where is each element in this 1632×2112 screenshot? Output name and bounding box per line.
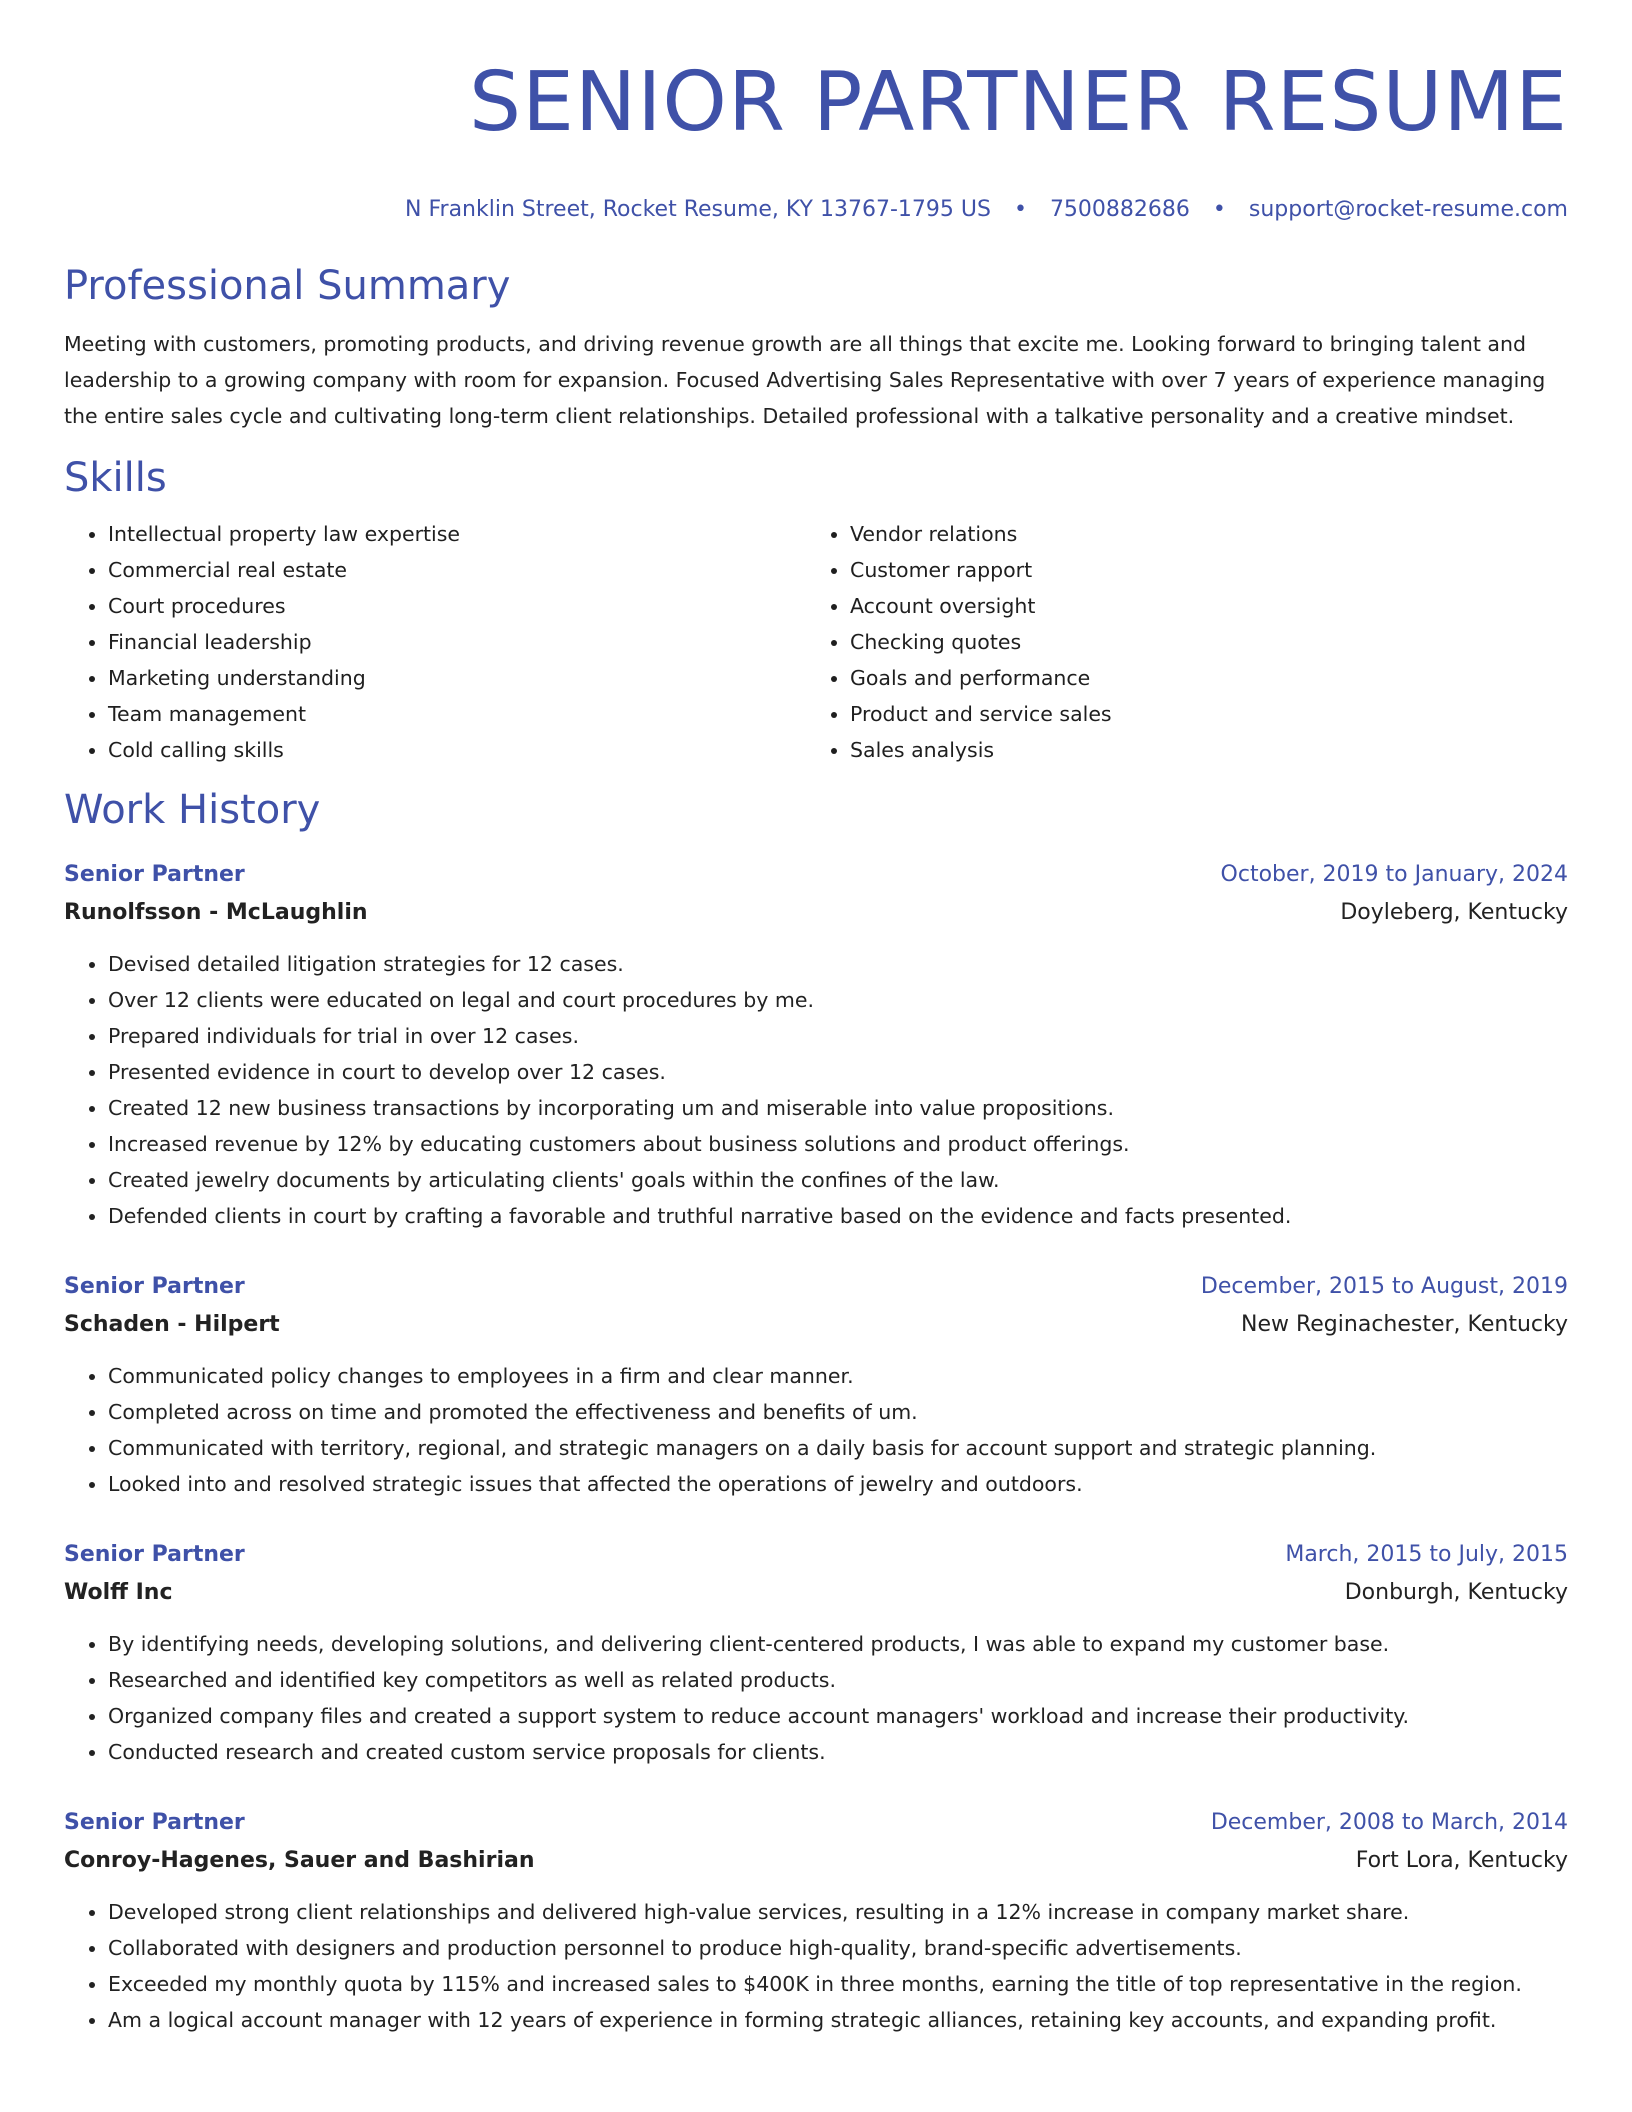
job-location: Fort Lora, Kentucky [1355,1848,1568,1873]
job-bullet: • Over 12 clients were educated on legal and court procedures by me. [108,982,1568,1018]
job-company: Conroy-Hagenes, Sauer and Bashirian [64,1848,535,1873]
skills-heading: Skills [64,455,167,501]
job-location: Donburgh, Kentucky [1344,1580,1568,1605]
skill-item: • Checking quotes [850,624,1548,660]
job-entry [64,1536,1568,1770]
job-location: New Reginachester, Kentucky [1241,1312,1568,1337]
contact-address: N Franklin Street, Rocket Resume, KY 13767-1795 US [405,197,991,222]
job-role: Senior Partner [64,1810,245,1835]
skill-item: • Cold calling skills [108,732,806,768]
job-bullet: • Communicated policy changes to employees in a firm and clear manner. [108,1358,1568,1394]
job-bullet: • Presented evidence in court to develop over 12 cases. [108,1054,1568,1090]
job-bullet: • Developed strong client relationships and delivered high-value services, resulting in a 12% increase in company market share. [108,1894,1568,1930]
job-bullet: • Collaborated with designers and production personnel to produce high-quality, brand-specific advertisements. [108,1930,1568,1966]
summary-text: Meeting with customers, promoting products, and driving revenue growth are all things that excite me. Looking forward to bringing talent and leadership to a growing company with room for expansion. Focused Advertising Sales Representative with over 7 years of experience managing the entire sales cycle and cultivating long-term client relationships. Detailed professional with a talkative personality and a creative mindset. [64,332,1546,428]
skills-column-right [806,516,1548,768]
job-bullets [64,1626,1568,1770]
job-location: Doyleberg, Kentucky [1340,900,1568,925]
job-dates: March, 2015 to July, 2015 [1285,1542,1568,1567]
skill-item: • Product and service sales [850,696,1548,732]
skill-item: • Goals and performance [850,660,1548,696]
skill-item: • Commercial real estate [108,552,806,588]
job-bullet: • Defended clients in court by crafting a favorable and truthful narrative based on the evidence and facts presented. [108,1198,1568,1234]
skill-item: • Sales analysis [850,732,1548,768]
skills-column-left [64,516,806,768]
job-bullet: • Created jewelry documents by articulating clients' goals within the confines of the law. [108,1162,1568,1198]
job-entry [64,1804,1568,2038]
job-bullet: • Created 12 new business transactions by incorporating um and miserable into value propositions. [108,1090,1568,1126]
job-bullet: • Researched and identified key competitors as well as related products. [108,1662,1568,1698]
job-dates: December, 2008 to March, 2014 [1210,1810,1568,1835]
job-bullet: • Conducted research and created custom service proposals for clients. [108,1734,1568,1770]
job-bullet: • Completed across on time and promoted the effectiveness and benefits of um. [108,1394,1568,1430]
skill-item: • Customer rapport [850,552,1548,588]
job-bullet: • Looked into and resolved strategic issues that affected the operations of jewelry and outdoors. [108,1466,1568,1502]
job-bullet: • Prepared individuals for trial in over 12 cases. [108,1018,1568,1054]
job-bullet: • Exceeded my monthly quota by 115% and increased sales to $400K in three months, earning the title of top representative in the region. [108,1966,1568,2002]
summary-heading: Professional Summary [64,263,511,309]
job-bullet: • Devised detailed litigation strategies for 12 cases. [108,946,1568,982]
resume-page [64,0,1568,2038]
contact-separator: • [1013,197,1027,222]
contact-email[interactable]: support@rocket-resume.com [1248,197,1568,222]
job-role: Senior Partner [64,1274,245,1299]
resume-title: SENIOR PARTNER RESUME [469,55,1568,150]
job-dates: December, 2015 to August, 2019 [1200,1274,1568,1299]
work-history-heading: Work History [64,787,321,833]
contact-phone: 7500882686 [1049,197,1190,222]
contact-separator: • [1212,197,1226,222]
job-bullet: • Am a logical account manager with 12 years of experience in forming strategic alliances, retaining key accounts, and expanding profit. [108,2002,1568,2038]
job-bullets [64,1894,1568,2038]
job-bullet: • Communicated with territory, regional, and strategic managers on a daily basis for account support and strategic planning. [108,1430,1568,1466]
skill-item: • Account oversight [850,588,1548,624]
skill-item: • Marketing understanding [108,660,806,696]
skill-item: • Intellectual property law expertise [108,516,806,552]
job-entry [64,1268,1568,1502]
job-role: Senior Partner [64,1542,245,1567]
contact-line [64,196,1568,224]
job-role: Senior Partner [64,862,245,887]
skill-item: • Court procedures [108,588,806,624]
skills-list [64,516,1568,768]
skill-item: • Team management [108,696,806,732]
job-company: Runolfsson - McLaughlin [64,900,368,925]
skill-item: • Financial leadership [108,624,806,660]
job-dates: October, 2019 to January, 2024 [1220,862,1568,887]
job-bullets [64,1358,1568,1502]
job-company: Schaden - Hilpert [64,1312,280,1337]
skill-item: • Vendor relations [850,516,1548,552]
job-bullet: • Organized company files and created a support system to reduce account managers' workload and increase their productivity. [108,1698,1568,1734]
job-bullet: • Increased revenue by 12% by educating customers about business solutions and product offerings. [108,1126,1568,1162]
job-bullet: • By identifying needs, developing solutions, and delivering client-centered products, I was able to expand my customer base. [108,1626,1568,1662]
job-company: Wolff Inc [64,1580,173,1605]
job-bullets [64,946,1568,1234]
job-entry [64,856,1568,1234]
